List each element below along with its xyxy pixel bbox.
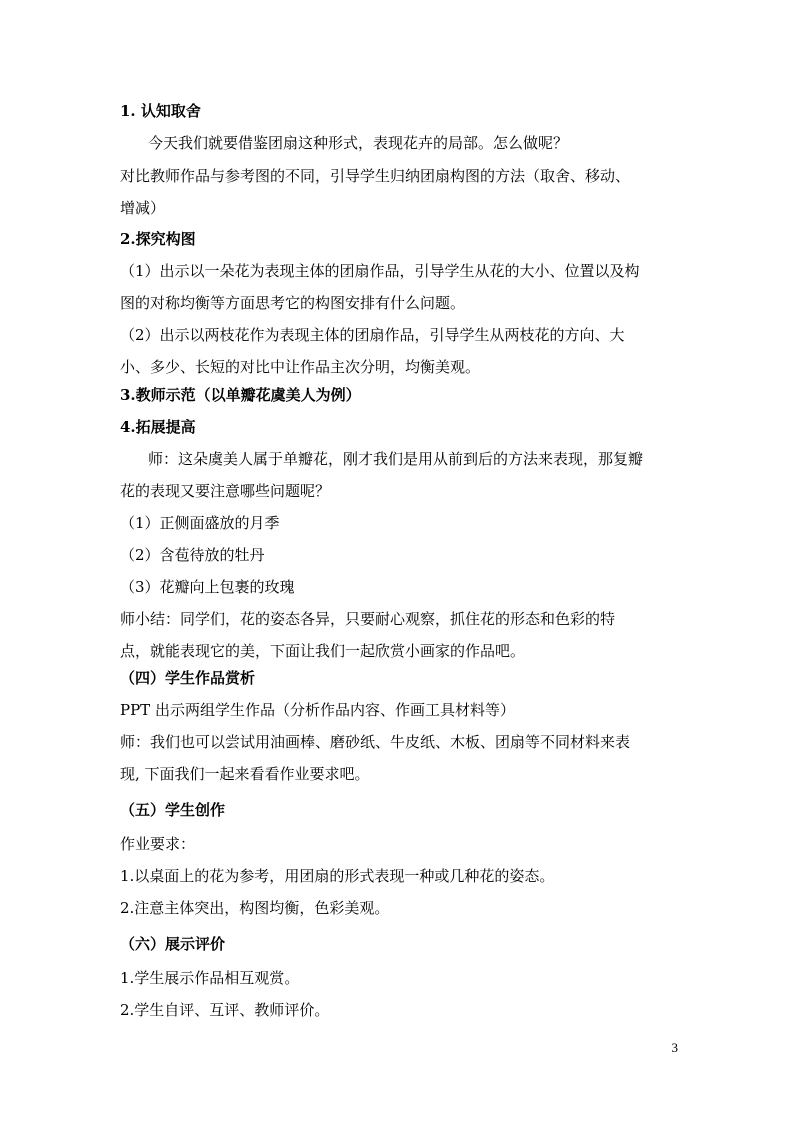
list-item: 2.注意主体突出，构图均衡，色彩美观。 <box>120 899 390 917</box>
list-item: 1.学生展示作品相互观赏。 <box>120 969 300 987</box>
paragraph-line: 今天我们就要借鉴团扇这种形式，表现花卉的局部。怎么做呢？ <box>148 134 569 152</box>
list-item: （1）正侧面盛放的月季 <box>120 514 280 532</box>
paragraph-line: 现, 下面我们一起来看看作业要求吧。 <box>120 765 370 783</box>
heading-3: 3.教师示范（以单瓣花虞美人为例） <box>120 386 361 404</box>
paragraph-line: 师：我们也可以尝试用油画棒、磨砂纸、牛皮纸、木板、团扇等不同材料来表 <box>120 733 631 751</box>
paragraph-line: 小、多少、长短的对比中让作品主次分明，均衡美观。 <box>120 358 481 376</box>
page-number: 3 <box>671 1040 678 1055</box>
section-heading: （六）展示评价 <box>120 935 226 953</box>
list-item: （3）花瓣向上包裹的玫瑰 <box>120 578 295 596</box>
paragraph-line: 作业要求： <box>120 835 196 853</box>
paragraph-line: 师：这朵虞美人属于单瓣花，刚才我们是用从前到后的方法来表现，那复瓣 <box>148 450 644 468</box>
section-heading: （四）学生作品赏析 <box>120 669 256 687</box>
paragraph-line: 点，就能表现它的美，下面让我们一起欣赏小画家的作品吧。 <box>120 642 526 660</box>
paragraph-line: 增减） <box>120 199 166 217</box>
heading-1: 1. 认知取舍 <box>120 102 201 120</box>
heading-2: 2.探究构图 <box>120 230 196 248</box>
paragraph-line: 对比教师作品与参考图的不同，引导学生归纳团扇构图的方法（取舍、移动、 <box>120 167 631 185</box>
list-item: 1.以桌面上的花为参考，用团扇的形式表现一种或几种花的姿态。 <box>120 867 555 885</box>
paragraph-line: 师小结：同学们，花的姿态各异，只要耐心观察，抓住花的形态和色彩的特 <box>120 610 616 628</box>
paragraph-line: 图的对称均衡等方面思考它的构图安排有什么问题。 <box>120 294 466 312</box>
paragraph-line: PPT 出示两组学生作品（分析作品内容、作画工具材料等） <box>120 701 515 719</box>
paragraph-line: 花的表现又要注意哪些问题呢？ <box>120 482 331 500</box>
list-item: （2）含苞待放的牡丹 <box>120 546 265 564</box>
section-heading: （五）学生创作 <box>120 801 226 819</box>
paragraph-line: （1）出示以一朵花为表现主体的团扇作品，引导学生从花的大小、位置以及构 <box>120 262 640 280</box>
paragraph-line: （2）出示以两枝花作为表现主体的团扇作品，引导学生从两枝花的方向、大 <box>120 326 625 344</box>
heading-4: 4.拓展提高 <box>120 418 196 436</box>
list-item: 2.学生自评、互评、教师评价。 <box>120 1001 330 1019</box>
